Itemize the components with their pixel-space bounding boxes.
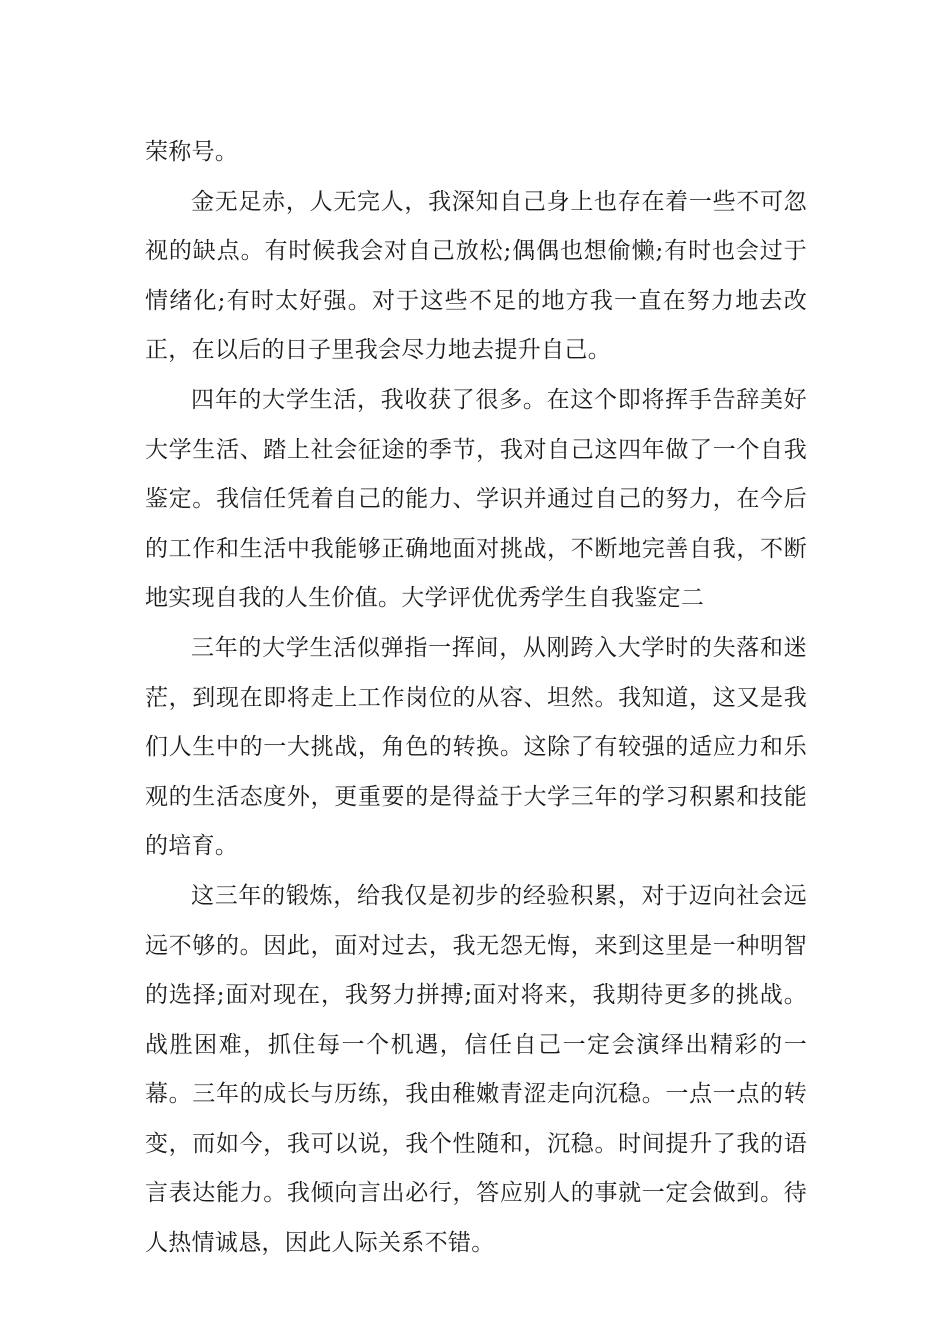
document-body [145, 128, 807, 1269]
paragraph-3: 四年的大学生活，我收获了很多。在这个即将挥手告辞美好大学生活、踏上社会征途的季节，我对自己这四年做了一个自我鉴定。我信任凭着自己的能力、学识并通过自己的努力，在今后的工作和生活中我能够正确地面对挑战，不断地完善自我，不断地实现自我的人生价值。大学评优优秀学生自我鉴定二 [145, 386, 807, 612]
paragraph-5: 这三年的锻炼，给我仅是初步的经验积累，对于迈向社会远远不够的。因此，面对过去，我无怨无悔，来到这里是一种明智的选择;面对现在，我努力拼搏;面对将来，我期待更多的挑战。战胜困难，抓住每一个机遇，信任自己一定会演绎出精彩的一幕。三年的成长与历练，我由稚嫩青涩走向沉稳。一点一点的转变，而如今，我可以说，我个性随和，沉稳。时间提升了我的语言表达能力。我倾向言出必行，答应别人的事就一定会做到。待人热情诚恳，因此人际关系不错。 [145, 882, 807, 1257]
paragraph-1: 荣称号。 [145, 139, 239, 165]
paragraph-2: 金无足赤，人无完人，我深知自己身上也存在着一些不可忽视的缺点。有时候我会对自己放松;偶偶也想偷懒;有时也会过于情绪化;有时太好强。对于这些不足的地方我一直在努力地去改正，在以后的日子里我会尽力地去提升自己。 [145, 188, 807, 364]
paragraph-4: 三年的大学生活似弹指一挥间，从刚跨入大学时的失落和迷茫，到现在即将走上工作岗位的从容、坦然。我知道，这又是我们人生中的一大挑战，角色的转换。这除了有较强的适应力和乐观的生活态度外，更重要的是得益于大学三年的学习积累和技能的培育。 [145, 634, 807, 860]
